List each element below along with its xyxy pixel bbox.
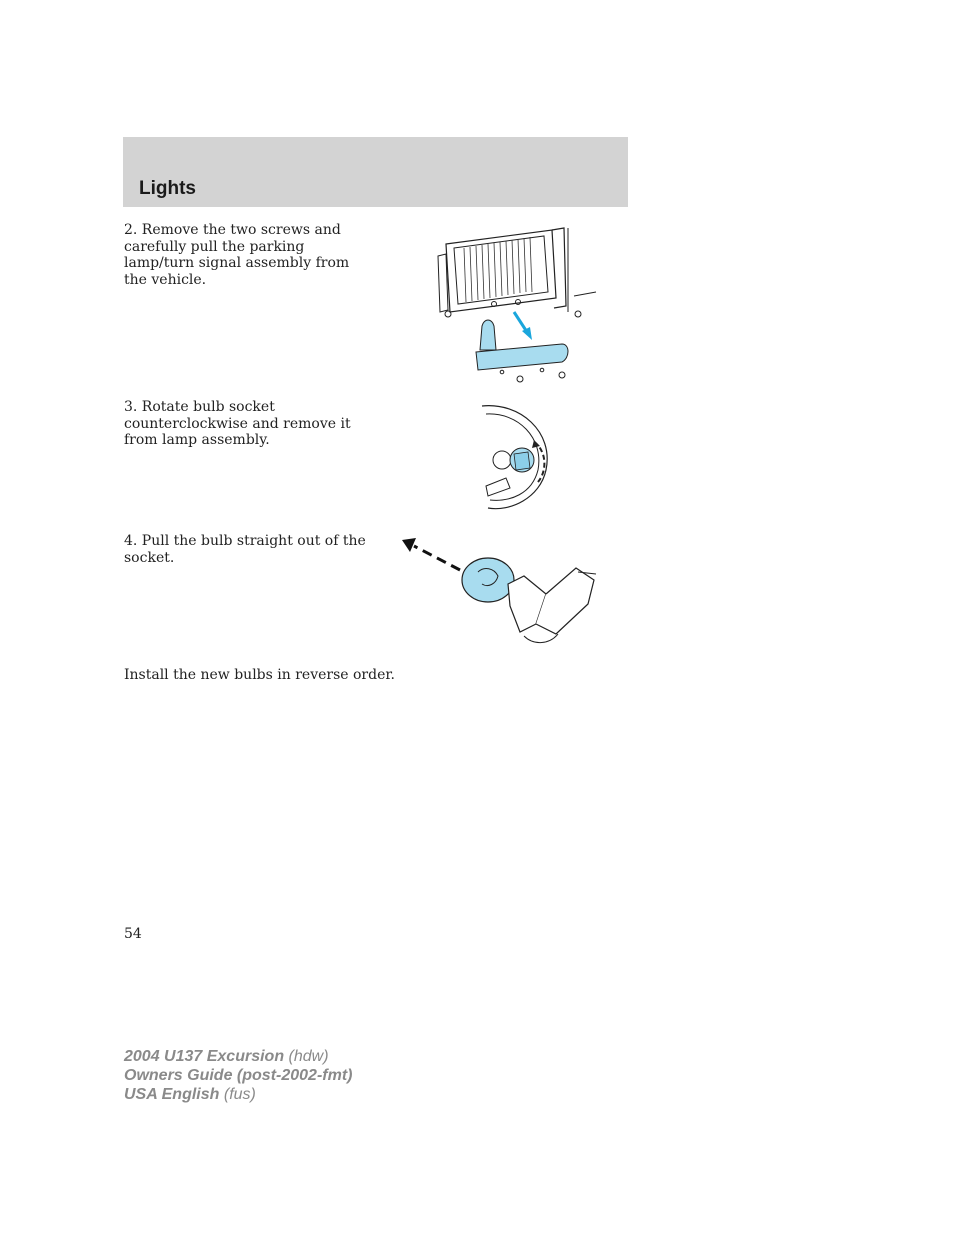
step-2-text: 2. Remove the two screws and carefully pull the parking lamp/turn signal assembly from the vehicle. (124, 222, 350, 288)
section-title: Lights (139, 178, 196, 199)
section-header (123, 137, 628, 207)
step-3-text: 3. Rotate bulb socket counterclockwise and remove it from lamp assembly. (124, 399, 351, 448)
document-footer (124, 1047, 352, 1104)
parking-lamp-removal-illustration (434, 226, 604, 384)
footer-line-1: 2004 U137 Excursion (hdw) (124, 1048, 329, 1065)
footer-line-2: Owners Guide (post-2002-fmt) (124, 1067, 353, 1084)
closing-instruction: Install the new bulbs in reverse order. (124, 667, 395, 683)
pull-bulb-illustration (400, 536, 602, 648)
step-4-text: 4. Pull the bulb straight out of the socket. (124, 533, 366, 566)
bulb-socket-rotate-illustration (480, 402, 554, 514)
page-number: 54 (124, 926, 142, 942)
footer-line-3: USA English (fus) (124, 1086, 256, 1103)
